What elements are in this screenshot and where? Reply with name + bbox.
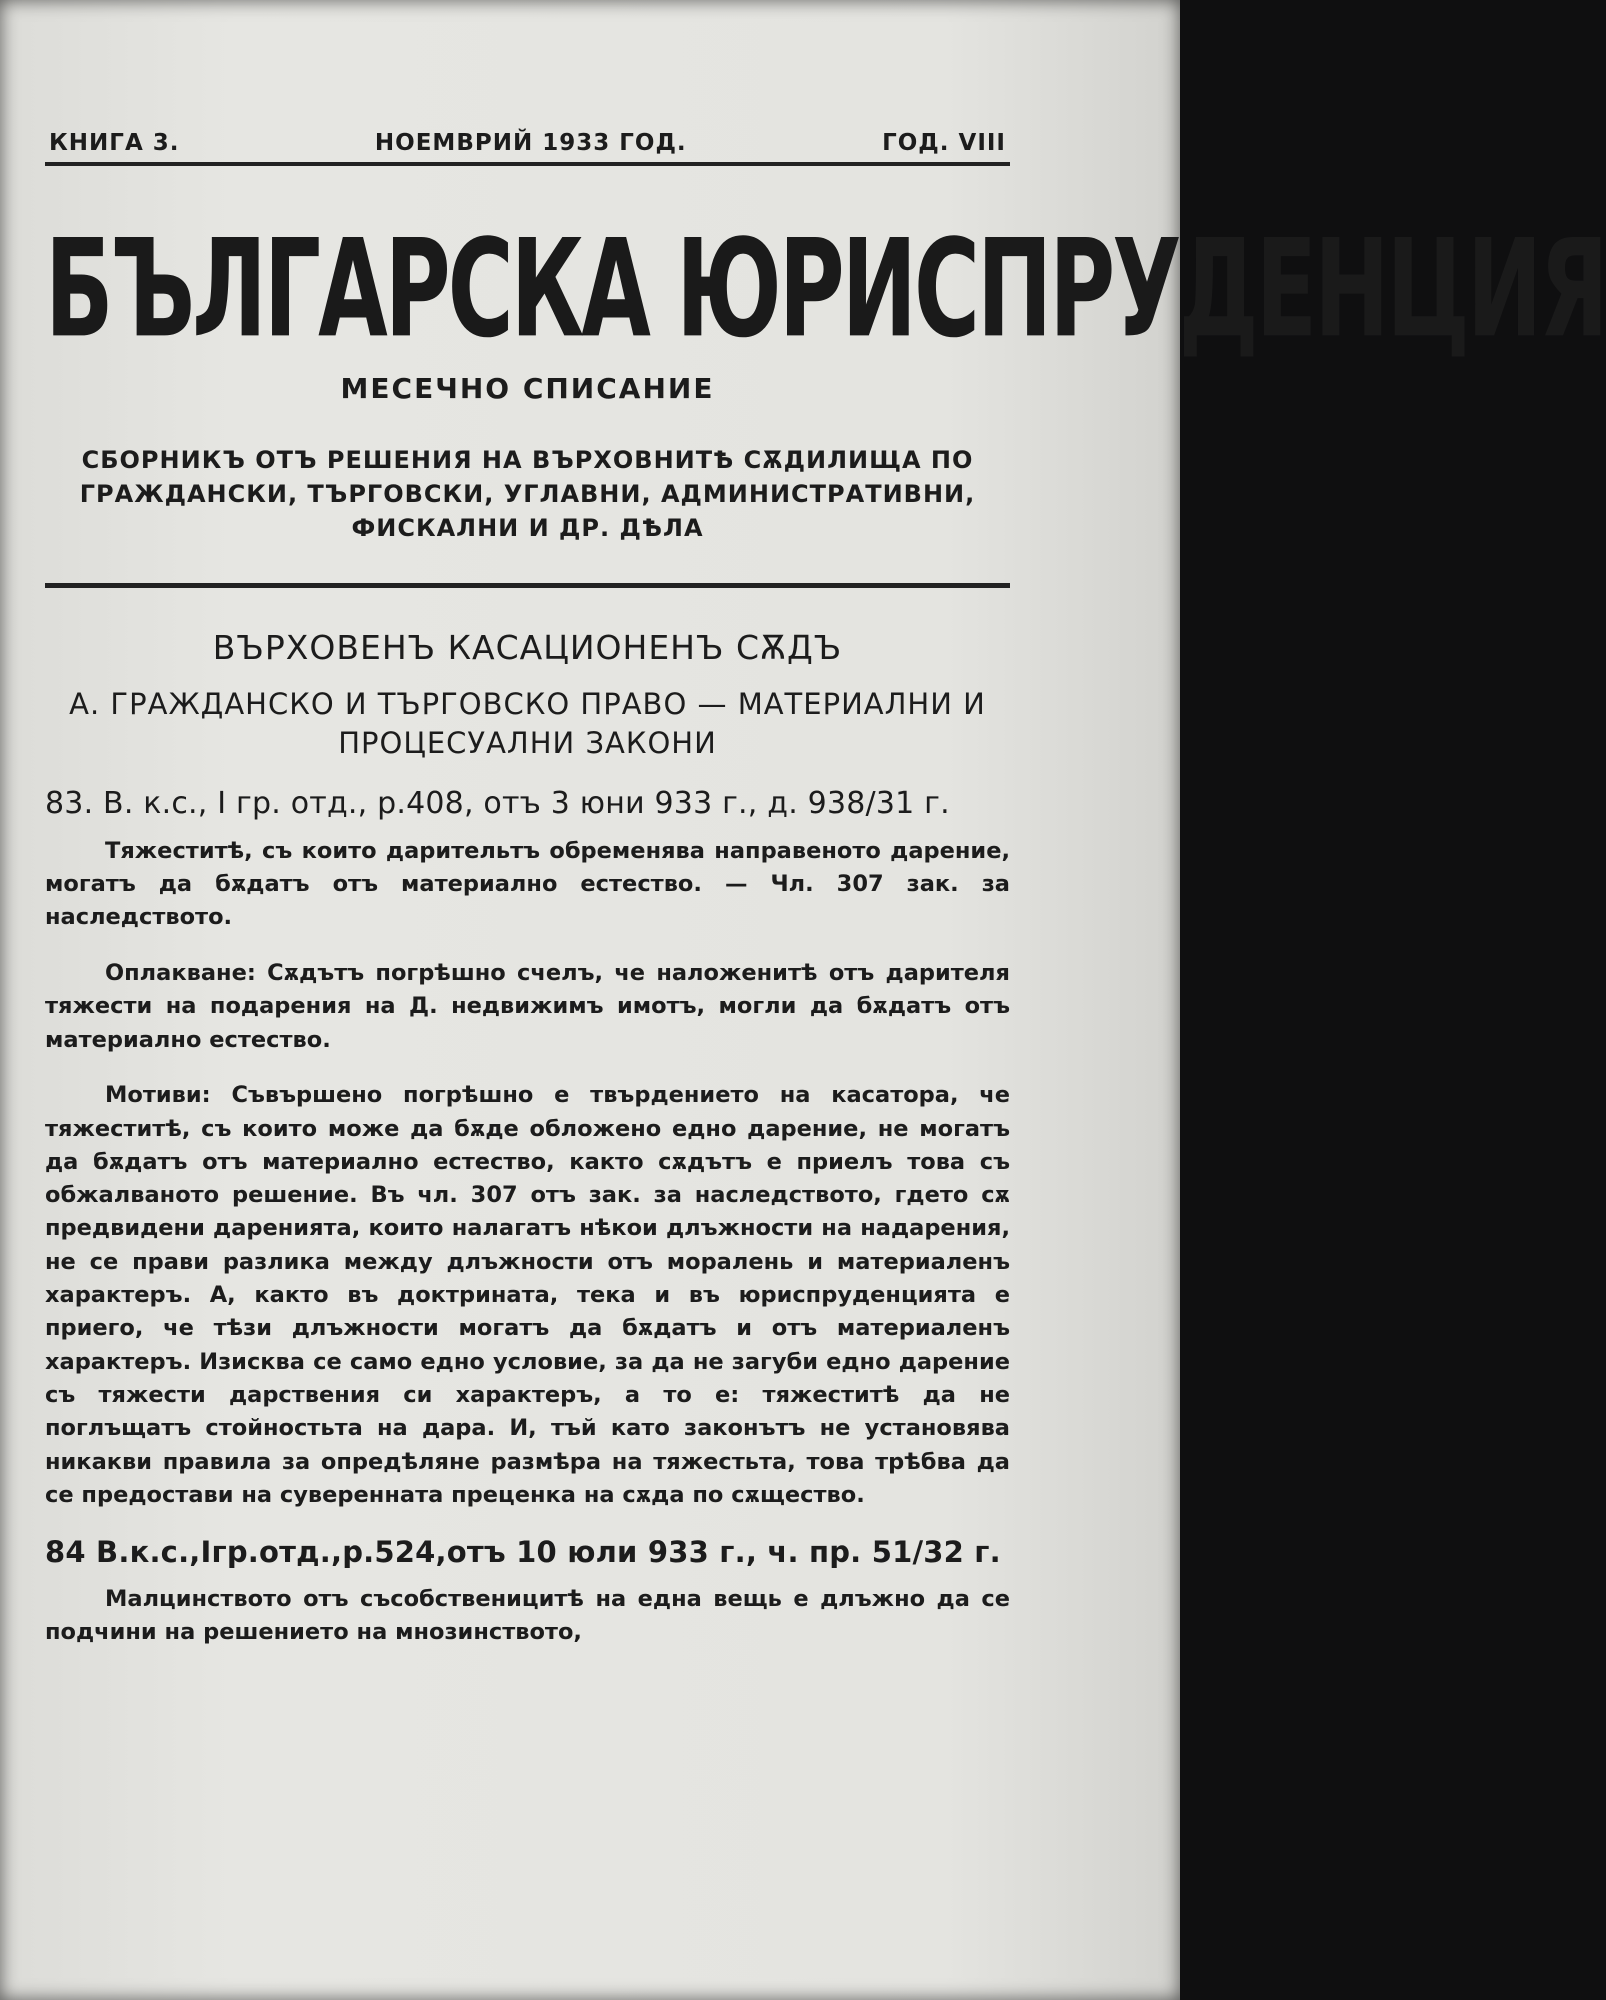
section-title: А. ГРАЖДАНСКО И ТЪРГОВСКО ПРАВО — МАТЕРИАЛНИ И ПРОЦЕСУАЛНИ ЗАКОНИ	[69, 687, 986, 761]
journal-title: БЪЛГАРСКА ЮРИСПРУДЕНЦИЯ	[45, 209, 1606, 368]
case-83-summary: Тяжеститѣ, съ които дарительтъ обременява направеното дарение, могатъ да бѫдатъ отъ материално естество. — Чл. 307 зак. за наследството.	[45, 837, 1010, 931]
header-rule	[45, 162, 1010, 166]
court-title: ВЪРХОВЕНЪ КАСАЦИОНЕНЪ СѪДЪ	[212, 628, 843, 668]
running-header	[45, 130, 1010, 162]
volume-year: ГОД. VIII	[882, 130, 1006, 156]
journal-subtitle: МЕСЕЧНО СПИСАНИЕ	[340, 372, 715, 405]
case-84-summary: Малцинството отъ съсобственицитѣ на една вещь е длъжно да се подчини на решението на мнозинството,	[45, 1585, 1010, 1645]
issue-date: НОЕМВРИЙ 1933 ГОД.	[374, 130, 687, 156]
book-number: КНИГА 3.	[49, 130, 180, 156]
motives-text: Съвършено погрѣшно е твърдението на касатора, че тяжеститѣ, съ които може да бѫде обложено едно дарение, не могатъ да бѫдатъ отъ материално естество, както сѫдътъ е приелъ това съ обжалваното решение. Въ чл. 307 отъ зак. за наследството, гдето сѫ предвидени даренията, които налагатъ нѣкои длъжности на надарения, не се прави разлика между длъжности отъ моралень и материаленъ характеръ. А, както въ доктрината, тека и въ юриспруденцията е приего, че тѣзи длъжности могатъ да бѫдатъ и отъ материаленъ характеръ. Изисква се само едно условие, за да не загуби едно дарение съ тяжести дарствения си характеръ, а то е: тяжеститѣ да не поглъщатъ стойностьта на дара. И, тъй като законътъ не установява никакви правила за опредѣляне размѣра на тяжестьта, това трѣбва да се предостави на суверенната преценка на сѫда по сѫщество.	[45, 1082, 1010, 1508]
motives-label: Мотиви:	[105, 1082, 211, 1109]
case-83-heading: 83. В. к.с., I гр. отд., р.408, отъ 3 юни 933 г., д. 938/31 г.	[45, 785, 950, 821]
journal-description: СБОРНИКЪ ОТЪ РЕШЕНИЯ НА ВЪРХОВНИТѢ СѪДИЛИЩА ПО ГРАЖДАНСКИ, ТЪРГОВСКИ, УГЛАВНИ, АДМИНИСТРАТИВНИ, ФИСКАЛНИ И ДР. ДѢЛА	[79, 446, 976, 543]
case-83-motives	[45, 1079, 1010, 1512]
case-84-heading: 84 В.к.с.,Iгр.отд.,р.524,отъ 10 юли 933 г., ч. пр. 51/32 г.	[45, 1534, 1001, 1569]
complaint-label: Оплакване:	[105, 959, 256, 986]
page-content	[45, 130, 1606, 1672]
complaint-text: Сѫдътъ погрѣшно счелъ, че наложенитѣ отъ дарителя тяжести на подарения на Д. недвижимъ имотъ, могли да бѫдатъ отъ материално естество.	[45, 959, 1010, 1053]
case-83-complaint	[45, 957, 1010, 1057]
section-rule	[45, 583, 1010, 588]
